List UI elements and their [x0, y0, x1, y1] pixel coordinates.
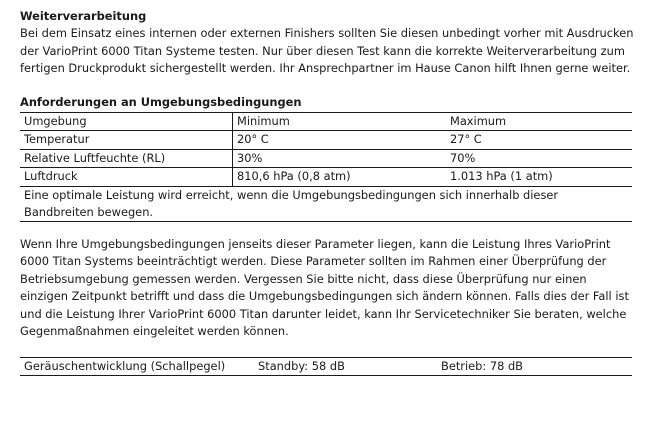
table-row	[20, 357, 632, 376]
table-cell: 20° C	[233, 131, 447, 150]
noise-betrieb: Betrieb: 78 dB	[437, 357, 632, 376]
table-cell: Temperatur	[20, 131, 233, 150]
noise-standby: Standby: 58 dB	[254, 357, 437, 376]
document-page	[20, 8, 634, 376]
section-title-umgebungsbedingungen: Anforderungen an Umgebungsbedingungen	[20, 94, 302, 109]
table-header-cell: Minimum	[233, 112, 447, 131]
environment-table	[20, 112, 632, 222]
paragraph-umgebungsparameter: Wenn Ihre Umgebungsbedingungen jenseits dieser Parameter liegen, kann die Leistung Ihres VarioPrint 6000 Titan Systems beeinträchtigt werden. Diese Parameter sollten im Rahmen einer Überprüfung der Betriebsumgebung gemessen werden. Vergessen Sie bitte nicht, dass diese Überprüfung nur einen einzigen Zeitpunkt betrifft und dass die Umgebungsbedingungen sich ändern können. Falls dies der Fall ist und die Leistung Ihrer VarioPrint 6000 Titan darunter leidet, kann Ihr Servicetechniker Sie beraten, welche Gegenmaßnahmen eingeleitet werden können.	[20, 236, 629, 338]
table-cell: 1.013 hPa (1 atm)	[446, 168, 632, 187]
table-cell: Relative Luftfeuchte (RL)	[20, 149, 233, 168]
table-header-cell: Maximum	[446, 112, 632, 131]
table-row	[20, 149, 632, 168]
table-cell: Luftdruck	[20, 168, 233, 187]
table-cell: 810,6 hPa (0,8 atm)	[233, 168, 447, 187]
table-cell: 70%	[446, 149, 632, 168]
table-header-row	[20, 112, 632, 131]
noise-label: Geräuschentwicklung (Schallpegel)	[20, 357, 254, 376]
table-note: Eine optimale Leistung wird erreicht, wenn die Umgebungsbedingungen sich innerhalb dieser Bandbreiten bewegen.	[20, 186, 632, 221]
table-row	[20, 131, 632, 150]
section-title-weiterverarbeitung: Weiterverarbeitung	[20, 9, 147, 23]
table-cell: 27° C	[446, 131, 632, 150]
table-note-row	[20, 186, 632, 221]
table-cell: 30%	[233, 149, 447, 168]
table-header-cell: Umgebung	[20, 112, 233, 131]
noise-table	[20, 357, 632, 377]
section-body-weiterverarbeitung: Bei dem Einsatz eines internen oder externen Finishers sollten Sie diesen unbedingt vorher mit Ausdrucken der VarioPrint 6000 Titan Systeme testen. Nur über diesen Test kann die korrekte Weiterverarbeitung zum fertigen Druckprodukt sichergestellt werden. Ihr Ansprechpartner im Hause Canon hilft Ihnen gerne weiter.	[20, 26, 634, 75]
table-row	[20, 168, 632, 187]
